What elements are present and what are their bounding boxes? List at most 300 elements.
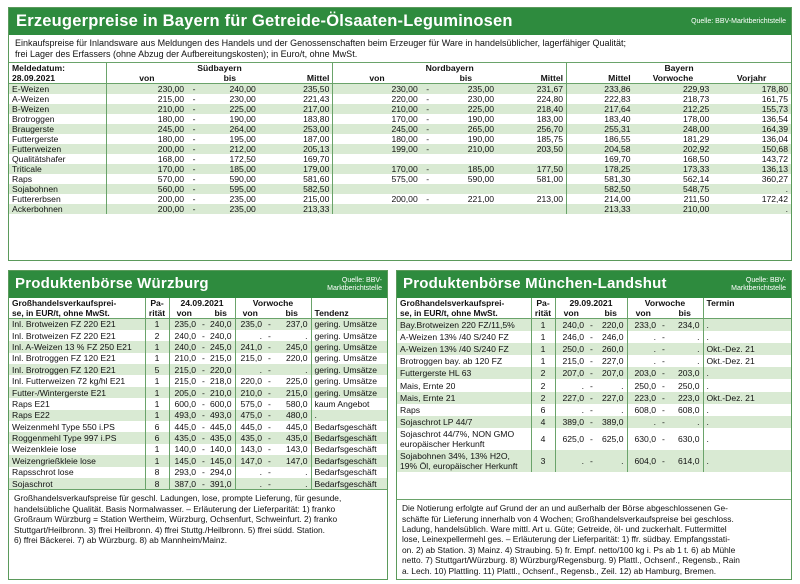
vorwoche-von: 210,0 (235, 387, 265, 398)
bayern-vorwoche: 173,33 (634, 164, 713, 174)
table-row (9, 478, 387, 489)
dash: - (202, 444, 205, 455)
dash: - (659, 450, 667, 472)
nord-mittel (497, 154, 566, 164)
vorwoche-bis: . (667, 343, 703, 355)
table-row (9, 341, 387, 352)
nord-mittel (497, 204, 566, 214)
col-mittel: Mittel (259, 73, 333, 84)
price-von: 246,0 (555, 331, 587, 343)
price-bis: 260,0 (595, 343, 627, 355)
nord-bis: 190,00 (467, 114, 495, 124)
product-name: Mais, Ernte 20 (400, 380, 456, 391)
wuerzburg-header (9, 271, 387, 298)
col-von: von (627, 308, 659, 319)
sued-mittel: 253,00 (259, 124, 333, 134)
termin: . (703, 319, 791, 331)
paritaet: 5 (145, 364, 169, 375)
table-row (397, 367, 791, 379)
dash: - (202, 398, 205, 409)
sued-mittel: 221,43 (303, 94, 330, 104)
table-row (397, 331, 791, 343)
paritaet-header-2: rität (531, 308, 555, 319)
nord-bis: 230,00 (467, 94, 495, 104)
vorwoche-bis: 234,0 (667, 319, 703, 331)
table-row (397, 379, 791, 391)
paritaet: 1 (145, 341, 169, 352)
dash: - (587, 450, 595, 472)
paritaet: 4 (531, 428, 555, 450)
bayern-vorwoche: 548,75 (634, 184, 713, 194)
foot-line: Großraum Würzburg = Station Wertheim, Würzburg, Ochsenfurt, Schweinfurt. 2) franko (14, 514, 338, 525)
sued-von: 168,00 (106, 154, 187, 164)
tendenz: Bedarfsgeschäft (311, 478, 387, 489)
table-row (397, 392, 791, 404)
wuerzburg-title: Produktenbörse Würzburg (15, 275, 209, 292)
product-name: A-Weizen 13% /40 S/240 FZ (400, 331, 509, 342)
erzeugerpreise-header (9, 8, 791, 35)
table-row (9, 104, 791, 114)
bayern-vorwoche: 202,92 (634, 144, 713, 154)
col-bis: bis (273, 308, 311, 319)
dash: - (659, 416, 667, 428)
price-bis: 245,0 (207, 341, 235, 352)
vorwoche-von: 575,0 (235, 398, 265, 409)
price-von: . (555, 379, 587, 391)
paritaet: 3 (531, 450, 555, 472)
dash: - (199, 319, 207, 330)
bayern-vorjahr: 143,72 (761, 154, 788, 164)
termin: . (703, 404, 791, 416)
vorwoche-von: 604,0 (627, 450, 659, 472)
bayern-vorwoche: 218,73 (682, 94, 710, 104)
foot-line: Stuttgart/Heilbronn. 3) ffrei Heilbronn. 4) ffrei Stuttg./Heilbronn. 5) ffrei südd. Station. (14, 524, 325, 535)
col-bis: bis (207, 308, 235, 319)
dash: - (662, 331, 665, 342)
paritaet: 2 (531, 392, 555, 404)
label-header-2: se, in EUR/t, ohne MwSt. (9, 308, 145, 319)
price-bis: 207,0 (595, 367, 627, 379)
col-vorwoche: Vorwoche (634, 73, 713, 84)
foot-line: netto. 7) Stuttgart/Würzburg. 8) Würzburg/Regensburg. 9) Plattl., Ochsenf., Regensb., Rain (402, 555, 740, 566)
dash: - (590, 356, 593, 367)
dash: - (426, 174, 430, 184)
vorwoche-bis: 237,0 (273, 319, 311, 330)
price-bis: 215,0 (210, 353, 232, 364)
table-row (9, 319, 387, 330)
nord-von: 199,00 (333, 144, 421, 154)
dash: - (199, 478, 207, 489)
wuerzburg-panel (8, 270, 388, 580)
bayern-vorwoche: 248,00 (634, 124, 713, 134)
intro-line-1: Einkaufspreise für Inlandsware aus Meldungen des Handels und der Genossenschaften beim Erzeuger für Ware in handelsüblicher, lagerfähiger Qualität; (15, 38, 627, 48)
price-von: 235,0 (169, 319, 199, 330)
dash (421, 154, 435, 164)
dash: - (268, 398, 271, 409)
dash: - (265, 478, 273, 489)
tendenz: Bedarfsgeschäft (311, 444, 387, 455)
product-name: Sojabohnen 34%, 13% H2O, 19% Öl, europäischer Herkunft (397, 450, 531, 472)
source-note (731, 277, 786, 293)
table-row (9, 204, 791, 214)
vorwoche-von: 223,0 (627, 392, 659, 404)
sued-von: 180,00 (106, 114, 187, 124)
erzeugerpreise-table (9, 62, 791, 214)
product-name: Sojaschrot 44/7%, NON GMO europäischer Herkunft (400, 429, 515, 450)
paritaet: 1 (145, 455, 169, 466)
nord-mittel: 218,40 (497, 104, 566, 114)
product-name: Bay.Brotweizen 220 FZ/11,5% (397, 319, 531, 331)
vorwoche-bis: 220,0 (285, 353, 308, 364)
dash: - (662, 404, 665, 415)
vorwoche-bis: 203,0 (667, 367, 703, 379)
paritaet: 1 (145, 444, 169, 455)
product-name: Futterweizen (9, 144, 106, 154)
tendenz: gering. Umsätze (311, 353, 387, 364)
table-row (397, 404, 791, 416)
termin: . (703, 379, 791, 391)
intro-line-2: frei Lager des Erfassers (ohne Abzug der Aufbereitungskosten); in Euro/t, ohne MwSt. (15, 49, 358, 59)
dash: - (265, 410, 273, 421)
nord-von (333, 184, 421, 194)
paritaet-header: Pa- (145, 298, 169, 308)
dash: - (202, 467, 205, 478)
nord-mittel: 224,80 (536, 94, 564, 104)
dash: - (192, 114, 196, 124)
nord-von: 170,00 (333, 164, 421, 174)
termin: . (703, 331, 791, 343)
table-row (9, 164, 791, 174)
vorwoche-von: . (627, 331, 659, 343)
dash: - (199, 410, 207, 421)
tendenz: kaum Angebot (311, 398, 387, 409)
sued-bis: 190,00 (229, 114, 256, 124)
sued-von: 215,00 (106, 94, 187, 104)
sued-von: 170,00 (106, 164, 187, 174)
table-row (397, 450, 791, 472)
dash: - (199, 432, 207, 443)
nord-von: 220,00 (333, 94, 421, 104)
nord-bis: 190,00 (467, 134, 495, 144)
wuerzburg-footnote (9, 489, 387, 548)
dash: - (587, 416, 595, 428)
sued-bis: 595,00 (201, 184, 259, 194)
table-row (9, 114, 791, 124)
termin: . (703, 367, 791, 379)
dash: - (590, 380, 593, 391)
paritaet: 2 (531, 367, 555, 379)
price-bis: 227,0 (595, 392, 627, 404)
bayern-mittel: 214,00 (567, 194, 634, 204)
price-bis: 391,0 (207, 478, 235, 489)
vorwoche-von: 435,0 (235, 432, 265, 443)
table-row (9, 387, 387, 398)
col-von: von (333, 73, 421, 84)
product-name: Inl. Brotweizen FZ 220 E21 (9, 319, 145, 330)
sued-von: 245,00 (106, 124, 187, 134)
suedbayern-header: Südbayern (106, 63, 333, 74)
paritaet-header: Pa- (531, 298, 555, 308)
dash: - (268, 444, 271, 455)
muenchen-table (397, 298, 791, 472)
paritaet: 4 (531, 416, 555, 428)
dash: - (421, 144, 435, 154)
vorwoche-von: 143,0 (235, 444, 265, 455)
paritaet: 1 (531, 355, 555, 367)
termin: . (703, 450, 791, 472)
dash: - (421, 84, 435, 95)
sued-mittel: 235,50 (259, 84, 333, 95)
paritaet-header-2: rität (145, 308, 169, 319)
paritaet: 2 (531, 379, 555, 391)
dash: - (587, 392, 595, 404)
sued-bis: 264,00 (201, 124, 259, 134)
dash: - (268, 467, 271, 478)
termin: Okt.-Dez. 21 (703, 355, 791, 367)
table-row (9, 353, 387, 364)
price-bis: 240,0 (207, 319, 235, 330)
table-row (9, 364, 387, 375)
table-row (397, 343, 791, 355)
foot-line: Die Notierung erfolgte auf Grund der an und außerhalb der Börse abgeschlossenen Ge- (402, 503, 728, 514)
bayern-vorwoche: 562,14 (682, 174, 710, 184)
nord-von: 200,00 (333, 194, 421, 204)
vorwoche-bis: 223,0 (667, 392, 703, 404)
bayern-vorjahr: 172,42 (761, 194, 788, 204)
bayern-mittel: 204,58 (567, 144, 634, 154)
tendenz: gering. Umsätze (311, 364, 387, 375)
price-bis: 240,0 (210, 330, 232, 341)
table-row (9, 467, 387, 478)
vorwoche-bis: 445,0 (285, 421, 308, 432)
vorwoche-bis: . (667, 416, 703, 428)
price-von: 435,0 (169, 432, 199, 443)
dash: - (199, 387, 207, 398)
bayern-vorwoche: 181,29 (682, 134, 710, 144)
table-row (397, 428, 791, 450)
nord-bis (435, 184, 497, 194)
tendenz: gering. Umsätze (311, 375, 387, 386)
vorwoche-von: 233,0 (627, 319, 659, 331)
nord-von: 210,00 (333, 104, 421, 114)
sued-mittel: 179,00 (259, 164, 333, 174)
intro-text (9, 35, 791, 62)
bayern-vorjahr: 136,04 (761, 134, 788, 144)
foot-line: 6) ffrei Bäckerei. 7) ab Würzburg. 8) ab Mannheim/Mainz. (14, 534, 228, 545)
price-von: . (555, 404, 587, 416)
product-name: Inl. Futterweizen 72 kg/hl E21 (12, 376, 126, 387)
bayern-vorwoche: 210,00 (634, 204, 713, 214)
dash: - (268, 353, 271, 364)
nord-von: 180,00 (333, 134, 421, 144)
table-row (397, 416, 791, 428)
date-header: 29.09.2021 (555, 298, 627, 308)
price-von: 215,0 (555, 355, 587, 367)
termin: . (703, 416, 791, 428)
col-bis: bis (595, 308, 627, 319)
dash: - (421, 124, 435, 134)
product-name: Qualitätshafer (12, 154, 66, 164)
dash: - (192, 154, 196, 164)
tendenz: gering. Umsätze (311, 330, 387, 341)
dash: - (590, 404, 593, 415)
bayern-vorwoche: 212,25 (634, 104, 713, 114)
price-bis: 218,0 (210, 376, 232, 387)
dash: - (659, 343, 667, 355)
dash: - (265, 432, 273, 443)
nord-mittel: 256,70 (497, 124, 566, 134)
termin-header: Termin (703, 298, 791, 308)
table-row (9, 432, 387, 443)
bayern-vorjahr: 178,80 (712, 84, 791, 95)
dash: - (187, 84, 201, 95)
dash: - (662, 380, 665, 391)
nord-mittel: 185,75 (536, 134, 564, 144)
paritaet: 1 (145, 387, 169, 398)
bayern-vorjahr: 136,54 (761, 114, 788, 124)
bayern-vorwoche: 168,50 (682, 154, 710, 164)
price-von: 493,0 (169, 410, 199, 421)
nord-mittel: 177,50 (497, 164, 566, 174)
bayern-vorwoche: 229,93 (634, 84, 713, 95)
product-name: Inl. Brotweizen FZ 220 E21 (12, 330, 116, 341)
bayern-mittel: 581,30 (567, 174, 634, 184)
table-row (9, 144, 791, 154)
bayern-vorjahr: . (712, 184, 791, 194)
price-von: 210,0 (169, 353, 199, 364)
dash: - (587, 343, 595, 355)
nord-von: 245,00 (333, 124, 421, 134)
table-row (9, 330, 387, 341)
nord-bis: 225,00 (435, 104, 497, 114)
col-bis: bis (435, 73, 497, 84)
vorwoche-von: 250,0 (627, 379, 659, 391)
vorwoche-von: . (627, 343, 659, 355)
dash: - (265, 364, 273, 375)
bayern-vorjahr: . (712, 204, 791, 214)
vorwoche-bis: 225,0 (285, 376, 308, 387)
product-name: Raps E21 (12, 398, 50, 409)
product-name: Roggenmehl Type 997 i.PS (9, 432, 145, 443)
table-row (9, 455, 387, 466)
dash: - (426, 114, 430, 124)
col-mittel: Mittel (567, 73, 634, 84)
dash: - (192, 174, 196, 184)
tendenz: . (311, 410, 387, 421)
vorwoche-bis: 608,0 (677, 404, 700, 415)
dash: - (187, 164, 201, 174)
dash: - (421, 164, 435, 174)
product-name: Raps E22 (9, 410, 145, 421)
sued-mittel: 183,80 (303, 114, 330, 124)
sued-bis: 590,00 (229, 174, 256, 184)
price-von: 240,0 (555, 319, 587, 331)
product-name: Inl. A-Weizen 13 % FZ 250 E21 (9, 341, 145, 352)
sued-bis: 235,00 (201, 204, 259, 214)
paritaet: 6 (145, 432, 169, 443)
dash: - (265, 387, 273, 398)
nord-von: 170,00 (333, 114, 421, 124)
nord-bis: 185,00 (435, 164, 497, 174)
sued-bis: 235,00 (229, 194, 256, 204)
nord-bis: 265,00 (435, 124, 497, 134)
sued-von: 210,00 (106, 104, 187, 114)
paritaet: 8 (145, 478, 169, 489)
sued-mittel: 581,60 (303, 174, 330, 184)
price-von: 250,0 (555, 343, 587, 355)
product-name: Brotroggen (12, 114, 55, 124)
vorwoche-von: 215,0 (235, 353, 265, 364)
bayern-header: Bayern (567, 63, 791, 74)
table-row (9, 184, 791, 194)
price-bis: 600,0 (210, 398, 232, 409)
nord-bis (435, 154, 497, 164)
dash: - (659, 367, 667, 379)
vorwoche-header: Vorwoche (627, 298, 703, 308)
table-row (9, 444, 387, 455)
bayern-vorwoche: 211,50 (683, 194, 710, 204)
dash: - (199, 455, 207, 466)
table-row (9, 174, 791, 184)
dash: - (187, 204, 201, 214)
price-von: 389,0 (555, 416, 587, 428)
nord-von (333, 154, 421, 164)
dash: - (659, 392, 667, 404)
price-bis: 246,0 (601, 331, 624, 342)
dash: - (187, 144, 201, 154)
product-name: Futter-/Wintergerste E21 (9, 387, 145, 398)
nord-mittel (497, 184, 566, 194)
tendenz: Bedarfsgeschäft (311, 432, 387, 443)
price-bis: 625,0 (601, 434, 624, 445)
product-name: A-Weizen 13% /40 S/240 FZ (397, 343, 531, 355)
bayern-mittel: 183,40 (567, 114, 634, 124)
bayern-mittel: 178,25 (567, 164, 634, 174)
dash (421, 204, 435, 214)
vorwoche-bis: . (305, 330, 308, 341)
price-von: 445,0 (169, 421, 199, 432)
product-name: Futtererbsen (12, 194, 61, 204)
paritaet: 1 (145, 353, 169, 364)
meldedatum-date: 28.09.2021 (9, 73, 106, 84)
paritaet: 1 (145, 375, 169, 386)
bayern-mittel: 186,55 (567, 134, 634, 144)
bayern-vorwoche: 178,00 (682, 114, 710, 124)
paritaet: 1 (531, 319, 555, 331)
nord-bis: 235,00 (435, 84, 497, 95)
paritaet: 1 (145, 410, 169, 421)
vorwoche-bis: 143,0 (285, 444, 308, 455)
sued-mittel: 169,70 (303, 154, 330, 164)
col-bis: bis (201, 73, 259, 84)
dash: - (268, 376, 271, 387)
product-name: Sojaschrot LP 44/7 (397, 416, 531, 428)
tendenz-header (311, 298, 387, 308)
vorwoche-bis: . (697, 356, 700, 367)
tendenz: gering. Umsätze (311, 387, 387, 398)
price-bis: 294,0 (210, 467, 232, 478)
product-name: Raps (12, 174, 33, 184)
sued-mittel: 217,00 (259, 104, 333, 114)
nord-bis: 221,00 (467, 194, 495, 204)
sued-mittel: 582,50 (259, 184, 333, 194)
vorwoche-von: . (235, 467, 265, 478)
price-von: 387,0 (169, 478, 199, 489)
bayern-vorjahr: 150,68 (712, 144, 791, 154)
nord-von (333, 204, 421, 214)
price-bis: 220,0 (595, 319, 627, 331)
date-header: 24.09.2021 (169, 298, 235, 308)
